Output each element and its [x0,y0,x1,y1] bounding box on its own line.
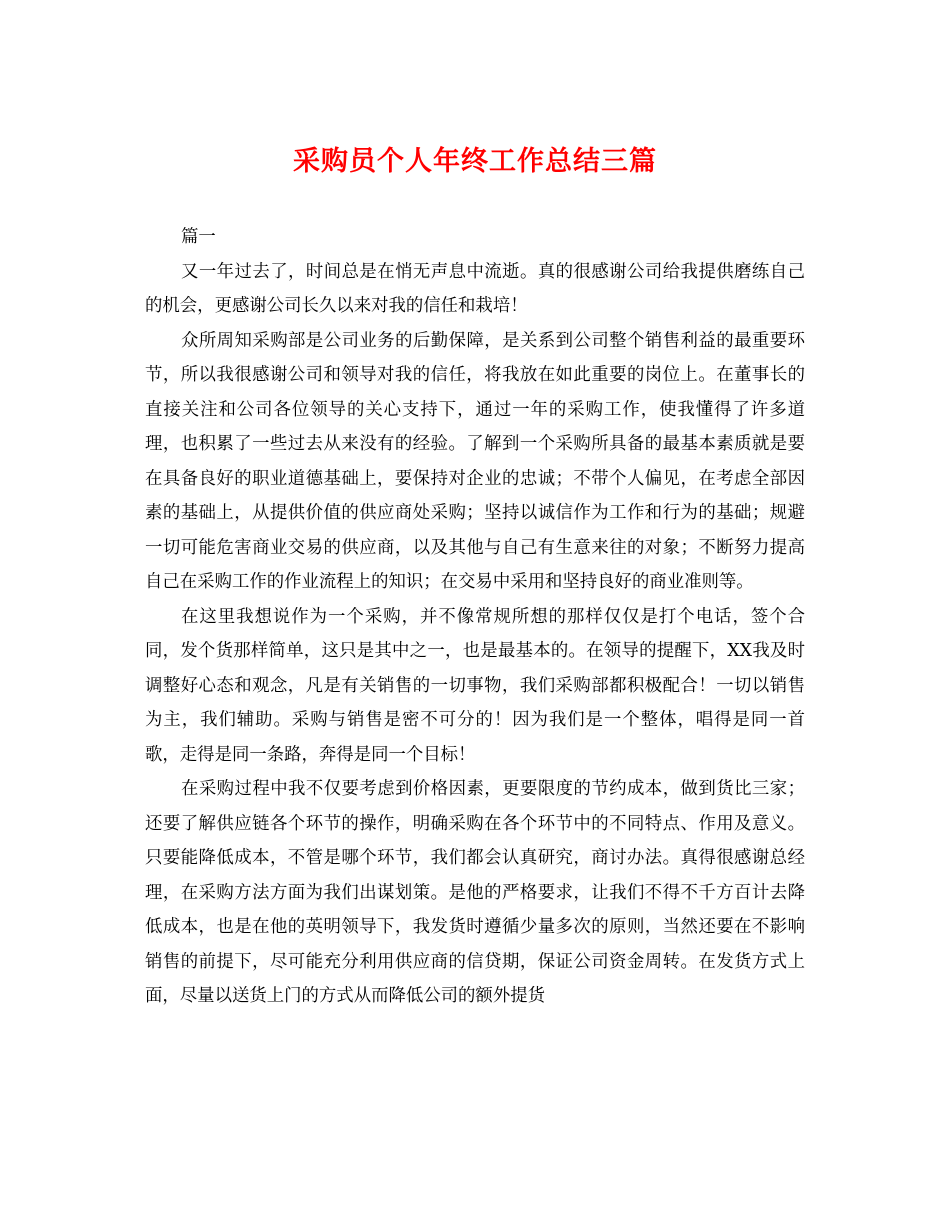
paragraph-3: 在这里我想说作为一个采购，并不像常规所想的那样仅仅是打个电话，签个合同，发个货那样简单，这只是其中之一，也是最基本的。在领导的提醒下，XX我及时调整好心态和观念，凡是有关销售的一切事物，我们采购部都积极配合！一切以销售为主，我们辅助。采购与销售是密不可分的！因为我们是一个整体，唱得是同一首歌，走得是同一条路，奔得是同一个目标！ [145,606,805,765]
document-body [145,220,805,1014]
paragraph-4: 在采购过程中我不仅要考虑到价格因素，更要限度的节约成本，做到货比三家；还要了解供应链各个环节的操作，明确采购在各个环节中的不同特点、作用及意义。只要能降低成本，不管是哪个环节，我们都会认真研究，商讨办法。真得很感谢总经理，在采购方法方面为我们出谋划策。是他的严格要求，让我们不得不千方百计去降低成本，也是在他的英明领导下，我发货时遵循少量多次的原则，当然还要在不影响销售的前提下，尽可能充分利用供应商的信贷期，保证公司资金周转。在发货方式上面，尽量以送货上门的方式从而降低公司的额外提货 [145,779,805,1006]
section-label: 篇一 [181,227,216,247]
paragraph-1: 又一年过去了，时间总是在悄无声息中流逝。真的很感谢公司给我提供磨练自己的机会，更感谢公司长久以来对我的信任和栽培！ [145,261,805,316]
document-title: 采购员个人年终工作总结三篇 [293,146,657,177]
paragraph-2: 众所周知采购部是公司业务的后勤保障，是关系到公司整个销售利益的最重要环节，所以我很感谢公司和领导对我的信任，将我放在如此重要的岗位上。在董事长的直接关注和公司各位领导的关心支持下，通过一年的采购工作，使我懂得了许多道理，也积累了一些过去从来没有的经验。了解到一个采购所具备的最基本素质就是要在具备良好的职业道德基础上，要保持对企业的忠诚；不带个人偏见，在考虑全部因素的基础上，从提供价值的供应商处采购；坚持以诚信作为工作和行为的基础；规避一切可能危害商业交易的供应商，以及其他与自己有生意来往的对象；不断努力提高自己在采购工作的作业流程上的知识；在交易中采用和坚持良好的商业准则等。 [145,330,805,592]
